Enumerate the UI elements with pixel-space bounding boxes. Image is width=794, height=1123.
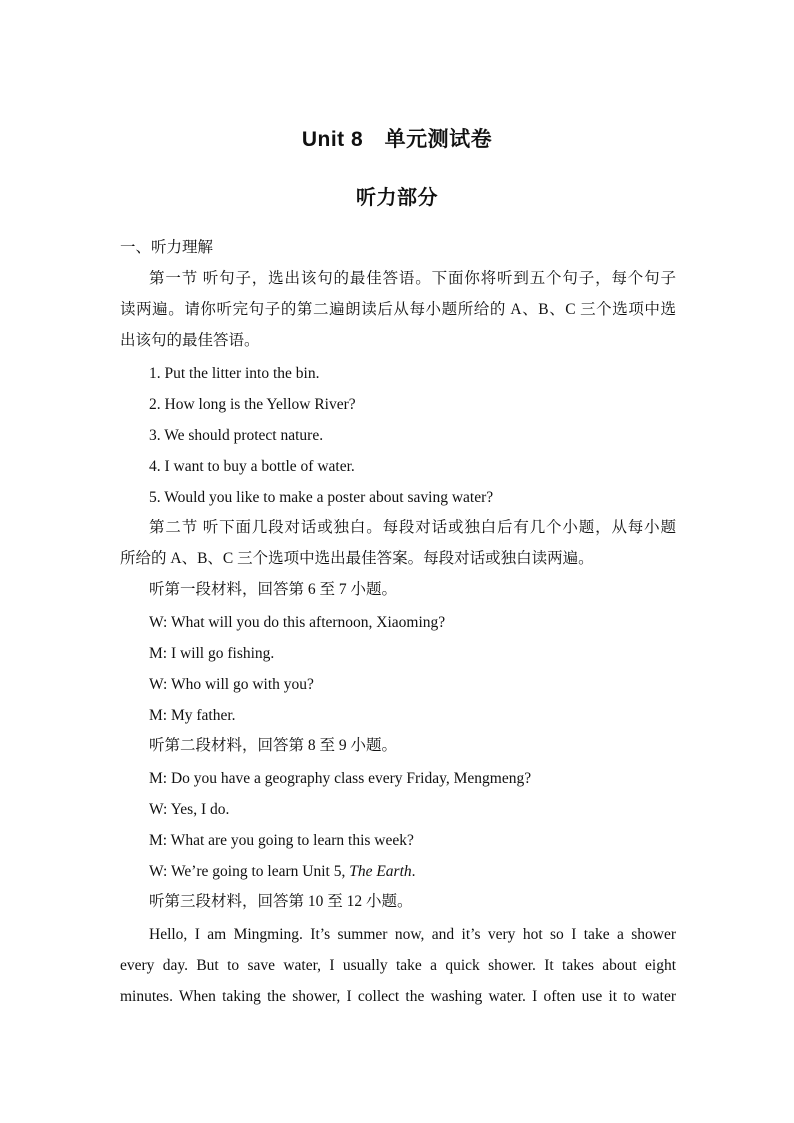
- monologue-line: minutes. When taking the shower, I collect the washing water. I often use it to water: [120, 988, 676, 1005]
- dialogue-intro: 听第二段材料，回答第 8 至 9 小题。: [149, 737, 398, 754]
- section-title: 听力部分: [356, 187, 438, 209]
- dialogue-line: M: Do you have a geography class every Friday, Mengmeng?: [149, 770, 532, 787]
- dialogue-intro: 听第一段材料，回答第 6 至 7 小题。: [149, 581, 398, 598]
- listening-sentence: 3. We should protect nature.: [149, 427, 324, 444]
- listening-sentence: 1. Put the litter into the bin.: [149, 365, 320, 382]
- dialogue-line: W: Who will go with you?: [149, 676, 314, 693]
- part1-instruction-line: 出该句的最佳答语。: [120, 332, 260, 349]
- part2-instruction-line: 第二节 听下面几段对话或独白。每段对话或独白后有几个小题，从每小题: [149, 519, 676, 536]
- dialogue-line-text: W: We’re going to learn Unit 5,: [149, 863, 350, 880]
- listening-sentence: 2. How long is the Yellow River?: [149, 396, 356, 413]
- section-heading: 一、听力理解: [120, 239, 214, 256]
- listening-sentence: 4. I want to buy a bottle of water.: [149, 458, 355, 475]
- dialogue-line: W: Yes, I do.: [149, 801, 230, 818]
- part1-instruction-line: 第一节 听句子，选出该句的最佳答语。下面你将听到五个句子，每个句子: [149, 270, 676, 287]
- dialogue-line: M: What are you going to learn this week?: [149, 832, 414, 849]
- dialogue-line: [149, 862, 705, 882]
- dialogue-line-punct: .: [411, 863, 416, 880]
- monologue-line: every day. But to save water, I usually take a quick shower. It takes about eight: [120, 957, 676, 974]
- part2-instruction-line: 所给的 A、B、C 三个选项中选出最佳答案。每段对话或独白读两遍。: [120, 550, 594, 567]
- dialogue-line: W: What will you do this afternoon, Xiaoming?: [149, 614, 446, 631]
- monologue-intro: 听第三段材料，回答第 10 至 12 小题。: [149, 893, 413, 910]
- monologue-line: Hello, I am Mingming. It’s summer now, and it’s very hot so I take a shower: [149, 926, 676, 943]
- page-title: Unit 8 单元测试卷: [301, 128, 493, 151]
- unit-title: The Earth: [349, 863, 412, 880]
- listening-sentence: 5. Would you like to make a poster about saving water?: [149, 489, 494, 506]
- part1-instruction-line: 读两遍。请你听完句子的第二遍朗读后从每小题所给的 A、B、C 三个选项中选: [120, 301, 676, 318]
- dialogue-line: M: My father.: [149, 707, 236, 724]
- dialogue-line: M: I will go fishing.: [149, 645, 275, 662]
